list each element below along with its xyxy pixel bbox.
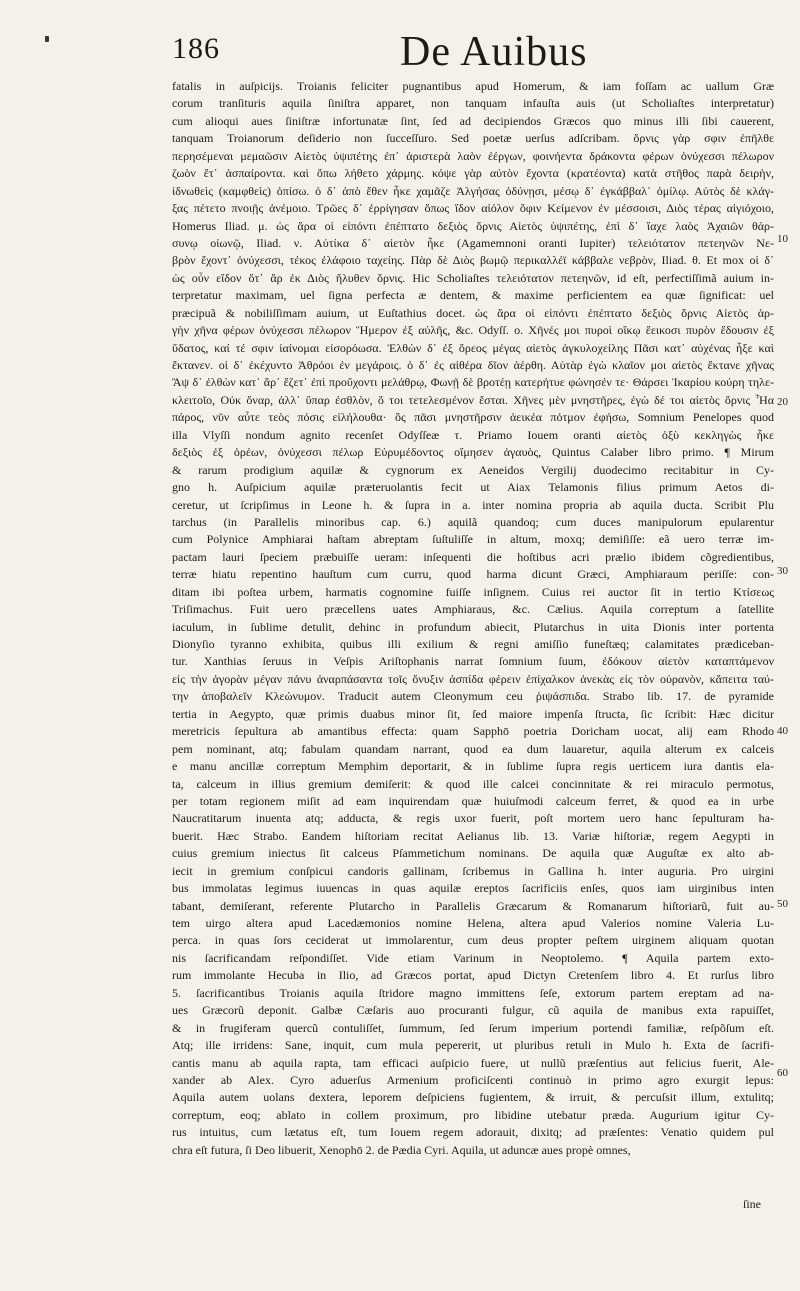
text-line: ues Græcorũ deponit. Galbæ Cæſaris auo procuranti fulgur, cũ aquila de manibus exta rapuiſſet, xyxy=(172,1003,774,1018)
text-line: Aquila autem uolans dextera, leporem deſpiciens fugientem, & irruit, & percuſsit illum, extulitq; xyxy=(172,1090,774,1105)
text-line: 5. ſacrificantibus Troianis aquila ſtridore magno immittens ſeſe, extorum partem ereptam ad na- xyxy=(172,985,774,1000)
text-line: nis ſacrificandam reſpondiſſet. Vide etiam Varinum in Neoptolemo. ¶ Aquila partem exto- xyxy=(172,950,774,965)
text-line: tanquam Troianorum deſiderio non ſucceſſuro. Sed poetæ uerſus adſcribam. ὄρνις γὰρ σφιν ἐπῆλθε xyxy=(172,131,774,146)
text-line: gno h. Auſpicium aquilæ præteruolantis fecit ut Aiax Telamonis filius primum Aetos di- xyxy=(172,480,774,495)
text-line: cum alioqui aues ſiniſtræ infortunatæ ſint, ſed ad decipiendos Græcos quo minus illi ſibi cauerent, xyxy=(172,113,774,128)
text-line: cantis manu ab aquila rapta, tam efficaci auſpicio fuere, ut nullũ præſentius aut felicius fuerit, Ale- xyxy=(172,1055,774,1070)
text-line: pem nominant, atq; fabulam quandam narrant, quod ea dum lauaretur, aquila alterum ex calceis xyxy=(172,741,774,756)
text-line: tem uirgo altera apud Lacedæmonios nomine Helena, altera apud Valerios nomine Valeria Lu- xyxy=(172,916,774,930)
text-line: & in frugiferam quercũ contuliſſet, ſummum, ſed ſerum imperium portendi familiæ, reſpõſum eſt. xyxy=(172,1020,774,1035)
text-line: bus immolatas legimus iuuencas in quas aquilæ ereptos ſacrificiis enſes, quos iam uirginibus inten xyxy=(172,881,774,896)
text-line: περησέμεναι μεμαῶσιν Αἰετὸς ὑψιπέτης ἐπ᾽ ἀριστερὰ λαὸν ἐέργων, φοινήεντα δράκοντα φέρων ὀνύχεσσι πέλωρον xyxy=(172,148,774,163)
text-line: pactam lauri ſpeciem præbuiſſe ueram: inſequenti die hoſtibus acri prælio ibidem cõgredientibus, xyxy=(172,549,774,564)
margin-line-number: 60 xyxy=(777,1067,788,1079)
margin-line-number: 40 xyxy=(777,725,788,737)
text-line: ἰδνωθεὶς (καμφθεὶς) ὀπίσω. ὁ δ᾽ ἀπὸ ἕθεν ἧκε χαμᾶζε Ἀλγήσας ὀδύνῃσι, μέσῳ δ᾽ ἐγκάββαλ᾽ ὁμίλῳ. Αὐτὸς δὲ κλάγ- xyxy=(172,183,774,198)
text-line: corum tranſituris aquila ſiniſtra apparet, non tanquam infauſta auis (ut Scholiaſtes interpretatur) xyxy=(172,96,774,111)
text-line: rus intuitus, cum lætatus eſt, tum Iouem regem adorauit, dixitq; ad præſentes: Venatio quidem pul xyxy=(172,1125,774,1140)
text-line: terræ hiatu repentino hauſtum cum curru, quod harma dicunt Græci, Amphiaraum periſſe: con- xyxy=(172,567,774,582)
text-line: Ἂψ δ᾽ ἐλθὼν κατ᾽ ἄρ᾽ ἕζετ᾽ ἐπὶ προὔχοντι μελάθρῳ, Φωνῇ δὲ βροτέῃ κατερήτυε φώνησέν τε· Θάρσει Ἰκαρίου κούρη τηλε- xyxy=(172,375,774,390)
text-line: ξας πέτετο πνοιῇς ἀνέμοιο. Τρῶες δ᾽ ἐρρίγησαν ὅπως ἴδον αἰόλον ὄφιν Κείμενον ἐν μέσσοισι, Διὸς τέρας αἰγιόχοιο, xyxy=(172,201,774,216)
text-line: cum Polynice Amphiarai haſtam abreptam ſuſtuliſſe in altum, moxq; demiſiſſe: eã uero terræ im- xyxy=(172,532,774,547)
text-line: tur. Xanthias ſeruus in Veſpis Ariſtophanis narrat ſomnium ſuum, ἐδόκουν αἰετὸν καταπτάμενον xyxy=(172,654,774,669)
text-line: ceretur, ut ſcripſimus in Leone h. & ſupra in a. inter nomina propria ab aquila ducta. Scribit Plu xyxy=(172,497,774,512)
text-line: tarchus (in Parallelis minoribus cap. 6.) aquilã quandoq; cum duces manipulorum epularentur xyxy=(172,514,774,529)
text-line: πάρος, νῦν αὖτε τεὸς πόσις εἰλήλουθα· ὃς πᾶσι μνηστῆρσιν ἀεικέα πότμον ἐφήσω, Somnium Penelopes quod xyxy=(172,410,774,425)
margin-line-number: 30 xyxy=(777,565,788,577)
text-line: correptum, eoq; ablato in collem proximum, pro libidine utebatur præda. Augurium igitur Cy- xyxy=(172,1107,774,1122)
text-line: buerit. Hæc Strabo. Eandem hiſtoriam recitat Aelianus lib. 13. Variæ hiſtoriæ, regem Aegypti in xyxy=(172,828,774,843)
text-line: γὴν χῆνα φέρων ὀνύχεσσι πέλωρον Ἥμερον ἐξ αὐλῆς, &c. Odyſſ. ο. Χῆνές μοι πυροὶ οἴκῳ ἔεικοσι πυρὸν ἔδουσιν ἐξ xyxy=(172,323,774,338)
text-line: ditam ibi poſtea urbem, harmatis cognomine fuiſſe inſignem. Cuius rei auctor ſit in tertio Κτίσεως xyxy=(172,584,774,599)
text-line: præcipuã & nobiliſſimam auium, ut Euſtathius docet. ὡς ἄρα οἱ εἰπόντι ἐπέπτατο δεξιὸς ὄρνις Αἰετὸς ἀρ- xyxy=(172,305,774,320)
text-line: rum immolante Hecuba in Ilio, ad Græcos portat, apud Dictyn Cretenſem libro 4. Et rurſus libro xyxy=(172,968,774,983)
text-line: βρὸν ἔχοντ᾽ ὀνύχεσσι, τέκος ἐλάφοιο ταχείης. Πὰρ δὲ Διὸς βωμῷ περικαλλέϊ κάββαλε νεβρὸν, Iliad. θ. Et mox οἱ δ᾽ xyxy=(172,253,774,268)
text-line: ὡς οὖν εἴδον ὅτ᾽ ἄρ ἐκ Διὸς ἤλυθεν ὄρνις. Hic Scholiaſtes τελειότατον πετεηνῶν, id eſt, perfectiſſimã auium in- xyxy=(172,270,774,285)
page-header xyxy=(172,26,772,76)
text-line: εἰς τὴν ἀγορὰν μέγαν πάνυ ἀναρπάσαντα τοῖς ὄνυξιν ἀσπίδα φέρειν ἐπίχαλκον ἀνεκὰς εἰς τὸν οὐρανὸν, κἄπειτα ταύ- xyxy=(172,671,774,686)
page-number: 186 xyxy=(172,32,220,65)
text-line: Homerus Iliad. μ. ὡς ἄρα οἱ εἰπόντι ἐπέπτατο δεξιὸς ὄρνις Αἰετὸς ὑψιπέτης, ἐπὶ δ᾽ ἴαχε λαὸς Ἀχαιῶν θάρ- xyxy=(172,218,774,233)
text-line: Naucratitarum inuenta atq; adducta, & regis uxor fuerit, poſt mortem uero hanc ſepulturam ha- xyxy=(172,811,774,826)
margin-line-number: 20 xyxy=(777,396,788,408)
text-line: ὕδατος, καί τέ σφιν ἰαίνομαι εἰσορόωσα. Ἐλθὼν δ᾽ ἐξ ὄρεος μέγας αἰετὸς ἀγκυλοχείλης Πᾶσι κατ᾽ αὐχένας ἦξε καὶ xyxy=(172,340,774,355)
catchword: ſine xyxy=(743,1197,761,1211)
text-line: chra eſt futura, ſi Deo libuerit, Xenophō 2. de Pædia Cyri. Aquila, ut aduncæ aues propè omnes, xyxy=(172,1142,631,1157)
text-line: xander ab Alex. Cyro aduerſus Armenium proficiſcenti continuò in primo agro exurgit lepus: xyxy=(172,1072,774,1087)
text-line: δεξιὸς ἐξ ὀρέων, ὀνύχεσσι πέλωρ Εὐρυμέδοντος οἴμησεν ἀγαυὸς, Quintus Calaber libro primo. ¶ Mirum xyxy=(172,445,774,460)
text-line: συνῳ οἰωνῷ, Iliad. ν. Αὐτίκα δ᾽ αἰετὸν ἧκε (Agamemnoni oranti Iupiter) τελειότατον πετεηνῶν Νε- xyxy=(172,235,774,250)
text-line: Triſimachus. Fuit uero præcellens uates Amphiaraus, &c. Cælius. Aquila correptum a ſatellite xyxy=(172,602,774,617)
ink-speck xyxy=(45,36,49,42)
text-line: iaculum, in ſublime detulit, dehinc in profundum abiecit, Plutarchus in uita Dionis inter portenta xyxy=(172,619,774,634)
text-line: cuius gremium iniectus ſit calceus Pſammetichum nominans. De aquila quæ Auguſtæ ex alto ab- xyxy=(172,846,774,861)
text-line: Dionyſio tyranno exhibita, quibus illi exilium & regni amiſſio funeſtæq; calamitates prædiceban- xyxy=(172,637,774,651)
text-line: & rarum prodigium aquilæ & cygnorum ex Aeneidos Vergilij duodecimo recitabitur in Cy- xyxy=(172,462,774,477)
text-line: perca. in quas ſors ceciderat ut immolarentur, cum deus propter peſtem uirginem aliquam quotan xyxy=(172,933,774,948)
text-line: fatalis in auſpicijs. Troianis feliciter pugnantibus apud Homerum, & iam foſſam ac uallum Græ xyxy=(172,79,774,93)
text-line: meretricis ſepultura ab amantibus effecta: quam Sapphō poetria Doricham uocat, alij eam Rhodo xyxy=(172,724,774,739)
text-line: ζωὸν ἔτ᾽ ἀσπαίροντα. καὶ ὅπω λήθετο χάρμης. κόψε γὰρ αὐτὸν ἔχοντα (κρατέοντα) κατὰ στῆθος παρὰ δειρὴν, xyxy=(172,166,774,181)
running-title: De Auibus xyxy=(400,29,588,75)
text-line: την ἀποβαλεῖν Κλεώνυμον. Traducit autem Cleonymum ceu ῥιψάσπιδα. Strabo lib. 17. de pyramide xyxy=(172,689,774,704)
text-line: terpretatur maximam, uel ſigna perfecta æ dentem, & maxime perficientem ea quæ ſignificat: uel xyxy=(172,288,774,303)
text-line: illa Vlyſſi nondum agnito recenſet Odyſſeæ τ. Priamo Iouem oranti αἰετὸς ὀξὺ κεκληγὼς ἧκε xyxy=(172,427,774,442)
text-line: ta, calceum in illius gremium demiſerit: & quod ille calcei concinnitate & rei miraculo permotus, xyxy=(172,776,774,791)
body-text xyxy=(172,78,774,1159)
text-line: ἔκτανεν. οἱ δ᾽ ἐκέχυντο Ἀθρόοι ἐν μεγάροις. ὁ δ᾽ ἐς αἰθέρα δῖον ἀέρθη. Αὐτὰρ ἐγὼ κλαῖον μοι αἰετὸς ἔκτανε χῆνας xyxy=(172,358,774,372)
margin-line-number: 50 xyxy=(777,898,788,910)
text-line: Atq; ille irridens: Sane, inquit, cum mula pepererit, ut pluribus retuli in Mulo h. Exta de ſacrifi- xyxy=(172,1038,774,1053)
text-line: iecit in gremium conſpicui candoris gallinam, ſcribemus in Gallina h. inter auguria. Pro uirgini xyxy=(172,863,774,878)
margin-line-number: 10 xyxy=(777,233,788,245)
text-line: tabant, demiſerant, referente Plutarcho in Parallelis Græcarum & Romanarum hiſtoriarũ, fuit au- xyxy=(172,898,774,913)
text-line: e manu ancillæ correptum Memphim deportarit, & in ſublime ſupra regis uerticem iura dantis ela- xyxy=(172,759,774,774)
text-line: per totam regionem miſit ad eam inquirendam quæ huiuſmodi calceum ferret, & quod ea in urbe xyxy=(172,793,774,808)
text-line: tertia in Aegypto, quæ primis duabus minor ſit, ſed maiore impenſa ſtructa, ſic ſcribit: Hæc dicitur xyxy=(172,706,774,721)
text-line: κλειτοῖο, Οὐκ ὄναρ, ἀλλ᾽ ὕπαρ ἐσθλὸν, ὅ τοι τετελεσμένον ἔσται. Χῆνες μὲν μνηστῆρες, ἐγὼ δέ τοι αἰετὸς ὄρνις Ἧα xyxy=(172,392,774,407)
